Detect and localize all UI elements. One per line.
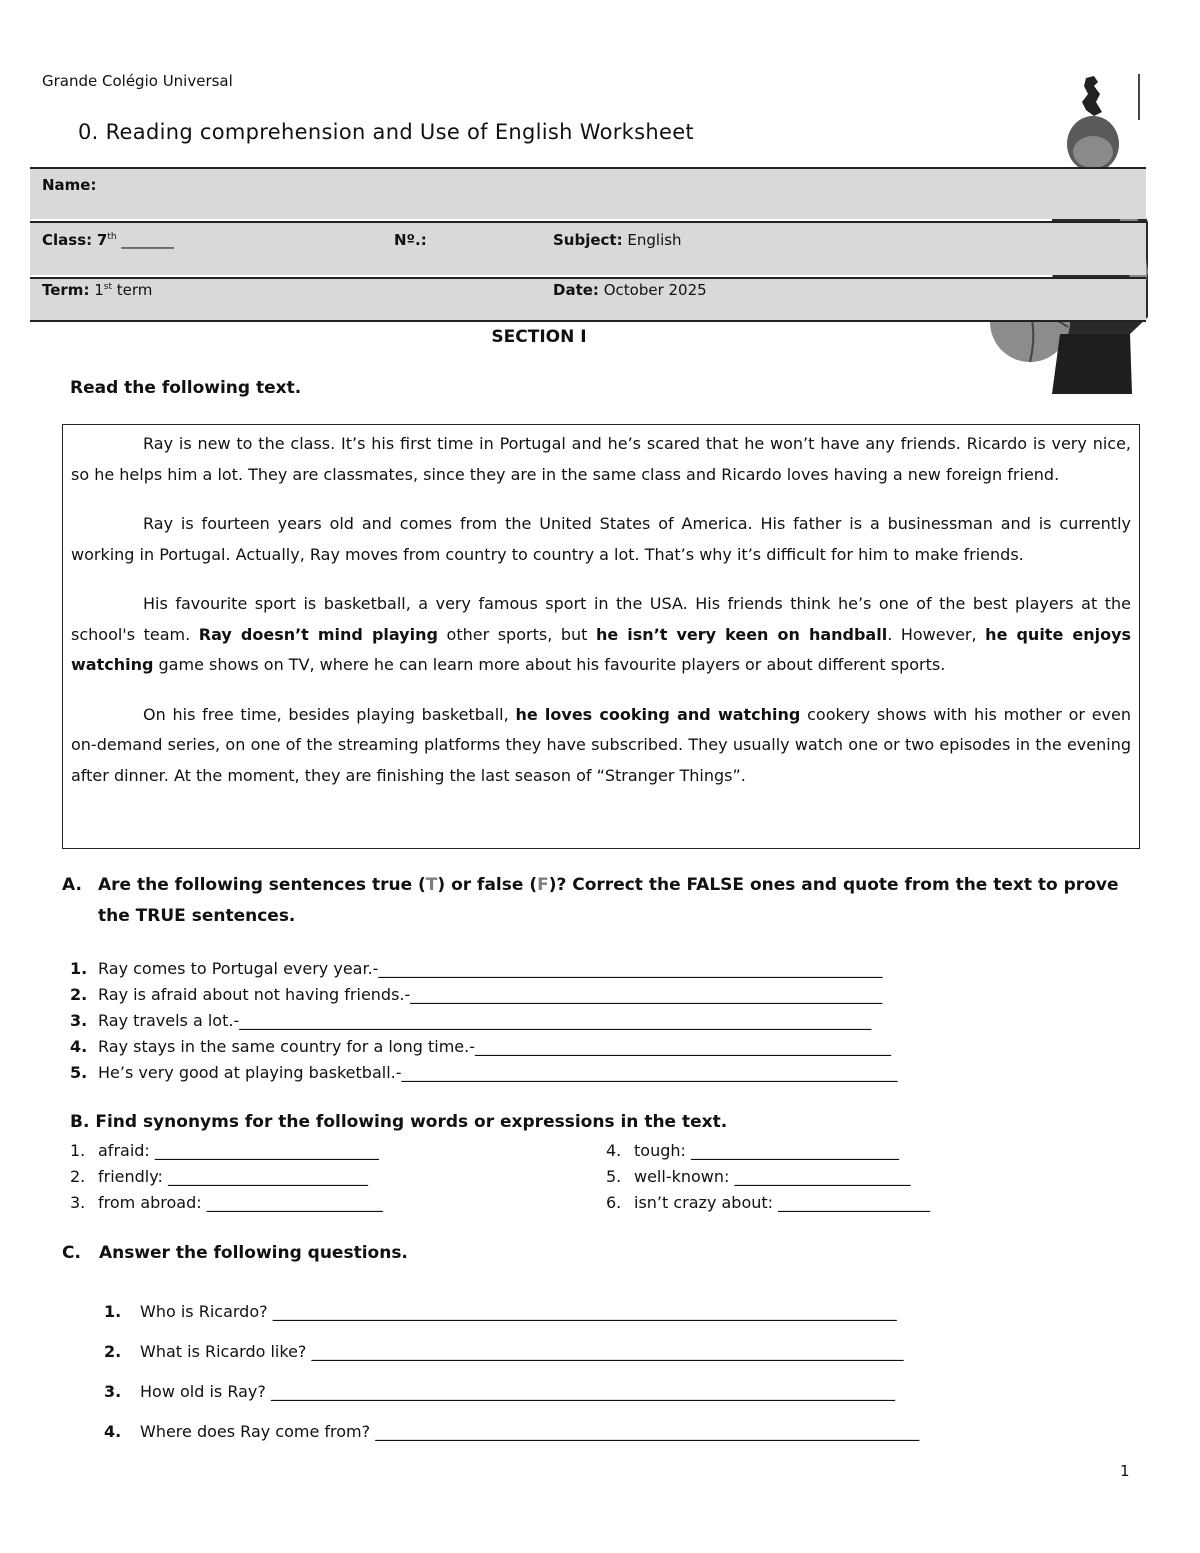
item-number: 2. (70, 985, 88, 1004)
qa-true-marker: T (425, 875, 438, 895)
list-item[interactable] (70, 1190, 383, 1216)
item-text: Ray is afraid about not having friends.-___________________________________________________________ (98, 985, 883, 1004)
item-number: 5. (606, 1167, 622, 1186)
question-a-heading (62, 870, 1142, 932)
date-value: October 2025 (603, 281, 707, 299)
text-paragraph-4 (71, 700, 1131, 792)
list-item[interactable] (606, 1190, 930, 1216)
synonyms-right-column (606, 1138, 930, 1216)
item-number: 2. (104, 1342, 122, 1361)
list-item[interactable] (104, 1332, 919, 1372)
qa-text-2: ) or false ( (437, 875, 538, 895)
list-item[interactable] (70, 982, 898, 1008)
reading-text-box (62, 424, 1140, 849)
term-label: Term: (42, 281, 90, 299)
item-text: Who is Ricardo? ______________________________________________________________________________ (140, 1302, 897, 1321)
item-number: 4. (70, 1037, 88, 1056)
question-a-letter: A. (62, 875, 82, 895)
item-text: isn’t crazy about: ___________________ (634, 1193, 931, 1212)
number-label: Nº.: (394, 231, 427, 249)
section-title: SECTION I (491, 327, 587, 347)
item-text: Ray stays in the same country for a long time.-____________________________________________________ (98, 1037, 891, 1056)
list-item[interactable] (70, 956, 898, 982)
question-c-letter: C. (62, 1243, 81, 1263)
p3-bold-f: he quite enjoys watching (71, 624, 1132, 674)
reading-instruction: Read the following text. (70, 378, 302, 398)
subject-value: English (627, 231, 682, 249)
p3-bold-d: he isn’t very keen on handball (596, 624, 888, 644)
item-number: 1. (70, 959, 88, 978)
list-item[interactable] (104, 1372, 919, 1412)
subject-label: Subject: (553, 231, 623, 249)
qa-text-3: )? Correct the FALSE ones and quote from the text to prove the TRUE sentences. (98, 875, 1119, 926)
item-text: friendly: _________________________ (98, 1167, 369, 1186)
item-number: 4. (606, 1141, 622, 1160)
student-info-table (30, 167, 1146, 322)
date-field (553, 281, 707, 299)
list-item[interactable] (606, 1138, 930, 1164)
item-number: 5. (70, 1063, 88, 1082)
list-item[interactable] (70, 1164, 383, 1190)
question-b-heading: B. Find synonyms for the following words or expressions in the text. (70, 1112, 728, 1132)
question-a-list (70, 956, 898, 1086)
item-text: afraid: ____________________________ (98, 1141, 379, 1160)
class-sup: th (107, 232, 117, 242)
item-number: 3. (70, 1193, 86, 1212)
item-text: He’s very good at playing basketball.-______________________________________________________________ (98, 1063, 898, 1082)
text-paragraph-3 (71, 589, 1131, 681)
list-item[interactable] (104, 1292, 919, 1332)
p3-bold-b: Ray doesn’t mind playing (198, 624, 438, 644)
term-row (30, 277, 1146, 322)
item-text: Where does Ray come from? ____________________________________________________________________ (140, 1422, 920, 1441)
item-text: from abroad: ______________________ (98, 1193, 383, 1212)
subject-field (553, 231, 682, 249)
item-number: 3. (70, 1011, 88, 1030)
qa-text-1: Are the following sentences true ( (98, 875, 426, 895)
list-item[interactable] (70, 1034, 898, 1060)
page-number: 1 (1120, 1462, 1130, 1480)
text-paragraph-2: Ray is fourteen years old and comes from the United States of America. His father is a businessman and is currently working in Portugal. Actually, Ray moves from country to country a lot. That’s why it’s difficult for him to make friends. (71, 514, 1131, 564)
worksheet-title: 0. Reading comprehension and Use of English Worksheet (78, 120, 694, 144)
class-value: 7 (96, 231, 108, 249)
item-text: tough: __________________________ (634, 1141, 899, 1160)
p4-bold-b: he loves cooking and watching (515, 704, 801, 724)
school-logo-icon (1082, 74, 1140, 120)
text-paragraph-1: Ray is new to the class. It’s his first time in Portugal and he’s scared that he won’t have any friends. Ricardo is very nice, so he helps him a lot. They are classmates, since they are in the same class and Ricardo loves having a new foreign friend. (71, 434, 1131, 484)
name-field[interactable] (42, 176, 96, 194)
number-field[interactable] (394, 231, 427, 249)
item-number: 1. (104, 1302, 122, 1321)
question-c-text: Answer the following questions. (98, 1243, 408, 1263)
name-label: Name: (42, 176, 97, 194)
p4-part-c: cookery shows with his mother or even on-demand series, on one of the streaming platforms they have subscribed. They usually watch one or two episodes in the evening after dinner. At the moment, they are finishing the last season of “Stranger Things”. (71, 704, 1131, 785)
class-blank: _______ (116, 231, 174, 249)
p3-part-c: other sports, but (437, 624, 596, 644)
item-text: Ray comes to Portugal every year.-_______________________________________________________________ (98, 959, 883, 978)
question-a-text (98, 870, 1142, 932)
item-number: 2. (70, 1167, 86, 1186)
term-value: 1 (94, 281, 104, 299)
item-text: How old is Ray? ______________________________________________________________________________ (140, 1382, 895, 1401)
item-number: 1. (70, 1141, 86, 1160)
item-number: 6. (606, 1193, 622, 1212)
term-field (42, 281, 152, 299)
p3-part-g: game shows on TV, where he can learn more about his favourite players or about different sports. (153, 655, 946, 674)
class-field[interactable] (42, 231, 174, 249)
list-item[interactable] (70, 1008, 898, 1034)
item-text: What is Ricardo like? __________________________________________________________________________ (140, 1342, 904, 1361)
school-name: Grande Colégio Universal (42, 72, 233, 90)
name-row (30, 167, 1146, 219)
item-number: 4. (104, 1422, 122, 1441)
date-label: Date: (553, 281, 599, 299)
term-sup: st (103, 282, 112, 292)
p3-part-a: His favourite sport is basketball, a very famous sport in the USA. His friends think he’s one of the best players at the school's team. (71, 594, 1131, 644)
list-item[interactable] (70, 1060, 898, 1086)
qa-false-marker: F (537, 875, 549, 895)
question-c-list (104, 1292, 919, 1452)
list-item[interactable] (606, 1164, 930, 1190)
p4-part-a: On his free time, besides playing basketball, (143, 704, 516, 724)
list-item[interactable] (104, 1412, 919, 1452)
question-c-heading (62, 1243, 408, 1263)
item-text: well-known: ______________________ (634, 1167, 911, 1186)
list-item[interactable] (70, 1138, 383, 1164)
item-text: Ray travels a lot.-_______________________________________________________________________________ (98, 1011, 872, 1030)
class-label: Class: (42, 231, 93, 249)
term-suffix: term (112, 281, 153, 299)
p3-part-e: . However, (887, 624, 986, 644)
class-row (30, 221, 1146, 275)
item-number: 3. (104, 1382, 122, 1401)
synonyms-left-column (70, 1138, 383, 1216)
